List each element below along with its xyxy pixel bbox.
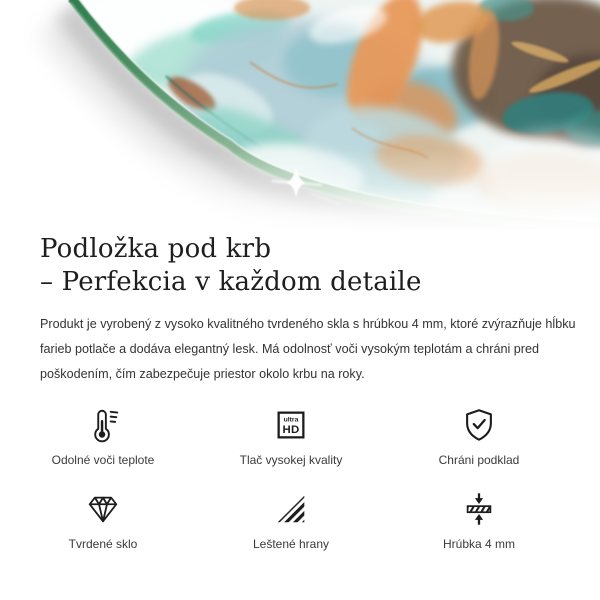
page-title-line2: – Perfekcia v každom detaile [40, 267, 422, 297]
thermometer-heat-icon [83, 406, 123, 444]
feature-polished-edges [197, 490, 385, 552]
polished-edges-icon [271, 490, 311, 528]
page-title-line1: Podložka pod krb [40, 234, 272, 264]
ultra-hd-icon [271, 406, 311, 444]
product-description: Produkt je vyrobený z vysoko kvalitného tvrdeného skla s hrúbkou 4 mm, ktoré zvýrazňuje hĺbku farieb potlače a dodáva elegantný lesk. Má odolnosť voči vysokým teplotám a chráni pred poškodením, čím zabezpečuje priestor okolo krbu na roky. [40, 317, 576, 381]
feature-label: Odolné voči teplote [51, 453, 155, 467]
feature-label: Hrúbka 4 mm [442, 537, 516, 551]
ultra-hd-icon-text-hd: HD [282, 424, 300, 437]
feature-protects-floor [385, 406, 573, 468]
shield-check-icon [459, 406, 499, 444]
feature-print-quality [197, 406, 385, 468]
diamond-icon [83, 490, 123, 528]
ultra-hd-icon-text-ultra: ultra [283, 416, 299, 424]
feature-label: Tlač vysokej kvality [239, 453, 343, 467]
thickness-press-icon [459, 490, 499, 528]
feature-label: Chráni podklad [438, 453, 520, 467]
product-photo [0, 0, 600, 240]
feature-label: Tvrdené sklo [68, 537, 138, 551]
feature-tempered-glass [9, 490, 197, 552]
product-image [0, 0, 600, 240]
page-title [40, 233, 422, 299]
feature-thickness [385, 490, 573, 552]
features-grid [9, 406, 573, 552]
feature-label: Leštené hrany [252, 537, 330, 551]
feature-heat-resistant [9, 406, 197, 468]
